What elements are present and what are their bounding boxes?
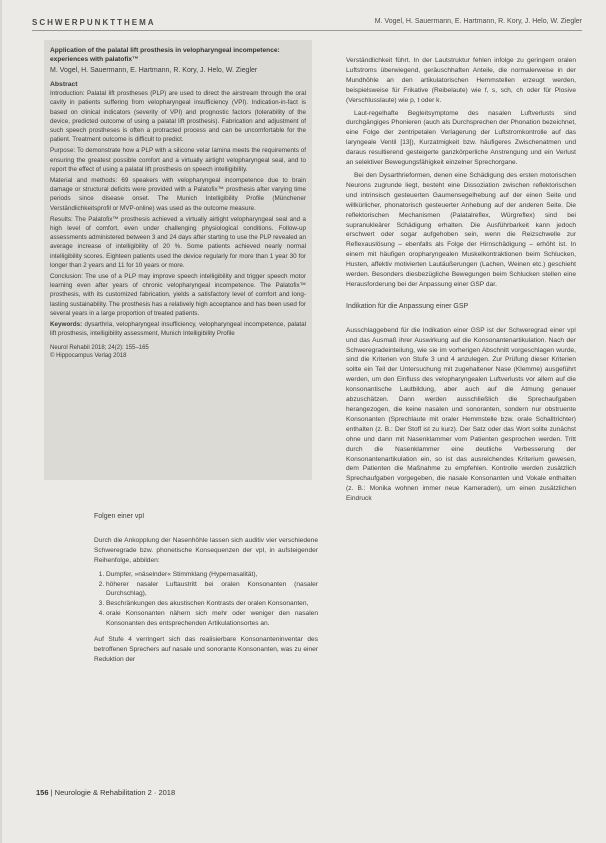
section-heading-indikation: Indikation für die Anpassung einer GSP xyxy=(346,302,469,310)
abstract-keywords xyxy=(50,320,306,338)
abstract-introduction: Introduction: Palatal lift prostheses (PLP) are used to direct the airstream through the oral cavity in patients suffering from velopharyngeal insufficiency (VPI). Indication-in-fact is based on clinical indicators (severity of VPI) and prognostic factors (tolerability of the device, predicted outcome of using a palatal lift prosthesis). Fabrication and adjustment of such speech prostheses is often a protracted process and can be uncomfortable for the patient. Treatment outcome is difficult to predict. xyxy=(50,90,306,144)
copyright-line: © Hippocampus Verlag 2018 xyxy=(50,353,127,360)
keywords-label: Keywords: xyxy=(50,321,83,329)
paragraph: Bei den Dysarthrieformen, denen eine Schädigung des ersten motorischen Neurons zugrunde liegt, besteht eine Dissoziation zwischen reflektorischen und intrinsisch gesteuerten Gaumensegelhebung auf der einen Seite und willkürlicher, phonatorisch gesteuerter Anhebung auf der anderen Seite. Die reflektorischen Mechanismen (Palatalreflex, Würgreflex) sind bei supranukleärer Schädigung erhalten. Die Ausführbarkeit kann jedoch erschwert oder sogar aufgehoben sein, wenn die Reizschwelle zur Reflexauslösung – ebenfalls als Folge der Hirnschädigung – erhöht ist. In einem mit häufigen oropharyngealen Muskelkontraktionen beim Schlucken, Husten, affektiv motivierten Lautäußerungen (Lachen, Weinen etc.) geschieht werden. Besonders diesbezügliche Bewegungen beim Schlucken stellen eine Herausforderung bei der Anpassung einer GSP dar. xyxy=(346,171,576,288)
list-item: 2. höherer nasaler Luftaustritt bei oralen Konsonanten (nasaler Durchschlag), xyxy=(106,580,318,600)
running-header xyxy=(32,16,582,30)
citation-line: Neurol Rehabil 2018; 24(2): 155–165 xyxy=(50,345,149,352)
page-number: 156 xyxy=(36,788,49,797)
paragraph: Ausschlaggebend für die Indikation einer GSP ist der Schweregrad einer vpI und das Ausmaß ihrer Auswirkung auf die Konsonantenartikulation. Nach der Schweregradeinteilung, wie sie im vorherigen Abschnitt vorgeschlagen wurde, sind die Kriterien von Stufe 3 und 4 anzulegen. Zur Prüfung dieser Kriterien sollte ein Teil der Untersuchung mit zugehaltener Nase (Klemme) ausgeführt werden, um den Einfluss des velopharyngealen Luftverlusts vor allem auf die konsonantische Lautbildung, aber auch auf die Atmung genauer abzuschätzen. Dann werden ausschließlich die Sprechaufgaben herangezogen, die keine nasalen und sonoranten, sondern nur obstruente Konsonanten (Sprechlaute mit oraler Hemmstelle bzw. orale Schalltrichter) enthalten (z. B.: Der Stoff ist zu kurz). Der Satz oder das Wort sollte zunächst ohne und dann mit Nasenklammer vom Patienten gesprochen werden. Tritt durch die Nasenklammer eine deutliche Verbesserung der Konsonantenartikulation ein, so ist das ausreichendes Kriterium gewesen, dem Patienten die Maßnahme zu empfehlen. Kontrolle werden zusätzlich Sprechaufgaben vorgegeben, die nasale Konsonanten und Vokale enthalten (z. B.: Monika wohnen immer neue Kameraden), um einen zusätzlichen Eindruck xyxy=(346,326,576,503)
list-item: 4. orale Konsonanten nähern sich mehr oder weniger den nasalen Konsonanten des entsprechenden Artikulationsortes an. xyxy=(106,609,318,629)
section-label: SCHWERPUNKTTHEMA xyxy=(32,18,156,27)
paragraph: Laut-regelhafte Begleitsymptome des nasalen Luftverlusts sind durchgängiges Phonieren (auch als Durchsprechen der Phonation bezeichnet, eine Folge der zentripetalen Verlagerung der Luftstromkontrolle auf das laryngeale Ventil [13]), Kurzatmigkeit bzw. häufigeres Zwischenatmen und daraus resultierend gesteigerte ganzkörperliche Anstrengung und ein Verlust an selektiver Bewegungsfähigkeit einzelner Sprechorgane. xyxy=(346,109,576,167)
header-authors: M. Vogel, H. Sauermann, E. Hartmann, R. Kory, J. Helo, W. Ziegler xyxy=(374,18,582,25)
consequence-list xyxy=(94,570,318,629)
footer-separator: | xyxy=(50,788,55,797)
header-rule xyxy=(32,30,582,31)
abstract-conclusion: Conclusion: The use of a PLP may improve speech intelligibility and trigger speech motor learning even after years of chronic velopharyngeal incompetence. The Palatofix™ prosthesis, with its customized fabrication, yields a satisfactory level of comfort and long-lasting sustainability. The prosthesis has a relatively high acceptance and has been used for several years in a large proportion of treated patients. xyxy=(50,273,306,317)
paragraph: Durch die Ankopplung der Nasenhöhle lassen sich auditiv vier verschiedene Schweregrade bzw. phonetische Konsequenzen der vpI, in aufsteigender Reihenfolge, abbilden: xyxy=(94,536,318,564)
abstract-purpose: Purpose: To demonstrate how a PLP with a silicone velar lamina meets the requirements of ensuring the greatest possible comfort and a virtually airtight velopharyngeal seal, and to report the effect of using a palatal lift prosthesis on speech intelligibility. xyxy=(50,147,306,173)
paragraph: Auf Stufe 4 verringert sich das realisierbare Konsonanteninventar des betroffenen Sprechers auf nasale und sonorante Konsonanten, was zu einer Reduktion der xyxy=(94,636,318,663)
list-item: 1. Dumpfer, »näselnder« Stimmklang (Hypernasalität), xyxy=(106,570,318,580)
abstract-results: Results: The Palatofix™ prosthesis achieved a virtually airtight velopharyngeal seal and a high level of comfort, even under challenging physiological conditions. Follow-up assessments administered between 3 and 24 days after starting to use the PLP revealed an average increase of intelligibility of 20 %. Some patients achieved nearly normal intelligibility scores. Eighteen patients used the device regularly for more than 1 year 30 for longer than 2 years and 11 for 10 years or more. xyxy=(50,215,306,269)
paragraph: Verständlichkeit führt. In der Lautstruktur fehlen infolge zu geringem oralen Luftstroms überwiegend, geräuschhaften Anteile, die normalerweise in der Mundhöhle an den artikulatorischen Hemmstellen erzeugt werden, beispielsweise für Frikative (Reibelaute) wie f, s, sch, ch oder für Plosive (Verschlusslaute) wie p, t oder k. xyxy=(346,57,576,104)
abstract-methods: Material and methods: 69 speakers with velopharyngeal incompetence due to brain damage or structural deficits were provided with a Palatofix™ prosthesis after varying time periods since disease onset. The Munich Intelligibility Profile (Münchener Verständlichkeitsprofil or MVP-online) was used as the outcome measure. xyxy=(50,177,306,212)
document-page xyxy=(2,0,606,843)
right-text-column xyxy=(346,56,576,507)
keywords-text: dysarthria, velopharyngeal insufficiency, velopharyngeal incompetence, palatal lift prosthesis, intelligibility assessment, Munich Intelligibility Profile xyxy=(50,321,307,338)
abstract-paper-authors: M. Vogel, H. Sauermann, E. Hartmann, R. Kory, J. Helo, W. Ziegler xyxy=(50,67,258,74)
abstract-heading: Abstract xyxy=(50,81,78,88)
abstract-paper-title: Application of the palatal lift prosthesis in velopharyngeal incompetence: experiences with palatofix™ xyxy=(50,47,280,63)
left-text-column xyxy=(94,512,318,669)
citation-block xyxy=(50,344,306,360)
list-item: 3. Beschränkungen des akustischen Kontrasts der oralen Konsonanten, xyxy=(106,599,318,609)
journal-name: Neurologie & Rehabilitation 2 · 2018 xyxy=(54,788,176,797)
page-footer xyxy=(36,788,175,797)
english-abstract-box xyxy=(44,40,312,480)
section-heading-folgen: Folgen einer vpI xyxy=(94,513,145,520)
